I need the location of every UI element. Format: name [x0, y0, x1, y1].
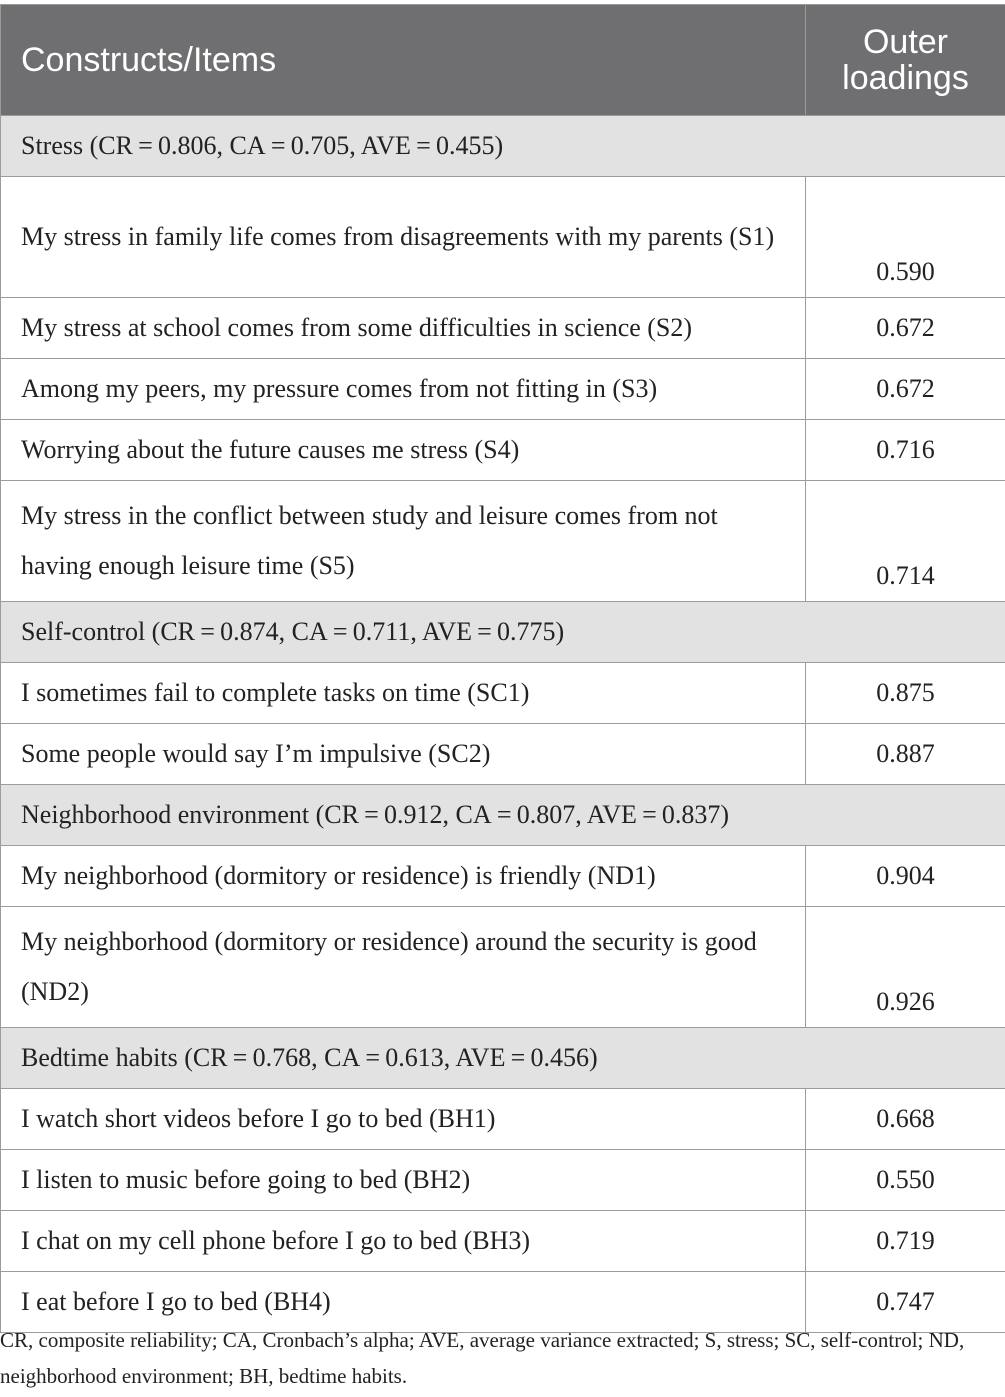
construct-row-bedtime-habits [1, 1028, 1005, 1089]
item-loading: 0.550 [806, 1150, 1005, 1211]
item-loading: 0.668 [806, 1089, 1005, 1150]
table-row [1, 420, 1005, 481]
header-outer-loadings-line2: loadings [842, 59, 969, 97]
header-outer-loadings [806, 5, 1005, 116]
construct-title: Bedtime habits (CR = 0.768, CA = 0.613, AVE = 0.456) [1, 1028, 1005, 1089]
table-footnote: CR, composite reliability; CA, Cronbach’s alpha; AVE, average variance extracted; S, stress; SC, self-control; ND, neighborhood environment; BH, bedtime habits. [0, 1328, 965, 1388]
table-row [1, 177, 1005, 298]
item-text: I watch short videos before I go to bed (BH1) [1, 1089, 806, 1150]
item-loading: 0.714 [806, 481, 1005, 602]
construct-row-neighborhood [1, 785, 1005, 846]
table-row [1, 724, 1005, 785]
table-row [1, 298, 1005, 359]
table-row [1, 663, 1005, 724]
construct-title: Self-control (CR = 0.874, CA = 0.711, AVE = 0.775) [1, 602, 1005, 663]
item-text: I chat on my cell phone before I go to bed (BH3) [1, 1211, 806, 1272]
table-row [1, 1150, 1005, 1211]
item-text: Among my peers, my pressure comes from not fitting in (S3) [1, 359, 806, 420]
item-loading: 0.672 [806, 298, 1005, 359]
construct-row-self-control [1, 602, 1005, 663]
item-text: My stress in family life comes from disagreements with my parents (S1) [1, 177, 806, 298]
construct-title: Neighborhood environment (CR = 0.912, CA = 0.807, AVE = 0.837) [1, 785, 1005, 846]
item-text: My stress in the conflict between study and leisure comes from not having enough leisure time (S5) [1, 481, 806, 602]
table-row [1, 359, 1005, 420]
table-row [1, 1211, 1005, 1272]
item-loading: 0.672 [806, 359, 1005, 420]
header-outer-loadings-line1: Outer [862, 23, 949, 61]
construct-title: Stress (CR = 0.806, CA = 0.705, AVE = 0.455) [1, 116, 1005, 177]
item-loading: 0.904 [806, 846, 1005, 907]
table-row [1, 846, 1005, 907]
table-row [1, 1089, 1005, 1150]
table-row [1, 481, 1005, 602]
item-loading: 0.716 [806, 420, 1005, 481]
item-text: My neighborhood (dormitory or residence) is friendly (ND1) [1, 846, 806, 907]
item-loading: 0.875 [806, 663, 1005, 724]
item-loading: 0.719 [806, 1211, 1005, 1272]
item-loading: 0.887 [806, 724, 1005, 785]
item-loading: 0.590 [806, 177, 1005, 298]
header-constructs-items: Constructs/Items [1, 5, 806, 116]
item-loading: 0.747 [806, 1272, 1005, 1333]
construct-row-stress [1, 116, 1005, 177]
item-loading: 0.926 [806, 907, 1005, 1028]
table-header-row [1, 5, 1005, 116]
outer-loadings-table [0, 4, 1005, 1333]
item-text: My neighborhood (dormitory or residence) around the security is good (ND2) [1, 907, 806, 1028]
table-row [1, 907, 1005, 1028]
item-text: I listen to music before going to bed (BH2) [1, 1150, 806, 1211]
item-text: Some people would say I’m impulsive (SC2) [1, 724, 806, 785]
item-text: My stress at school comes from some difficulties in science (S2) [1, 298, 806, 359]
item-text: I eat before I go to bed (BH4) [1, 1272, 806, 1333]
item-text: I sometimes fail to complete tasks on time (SC1) [1, 663, 806, 724]
item-text: Worrying about the future causes me stress (S4) [1, 420, 806, 481]
